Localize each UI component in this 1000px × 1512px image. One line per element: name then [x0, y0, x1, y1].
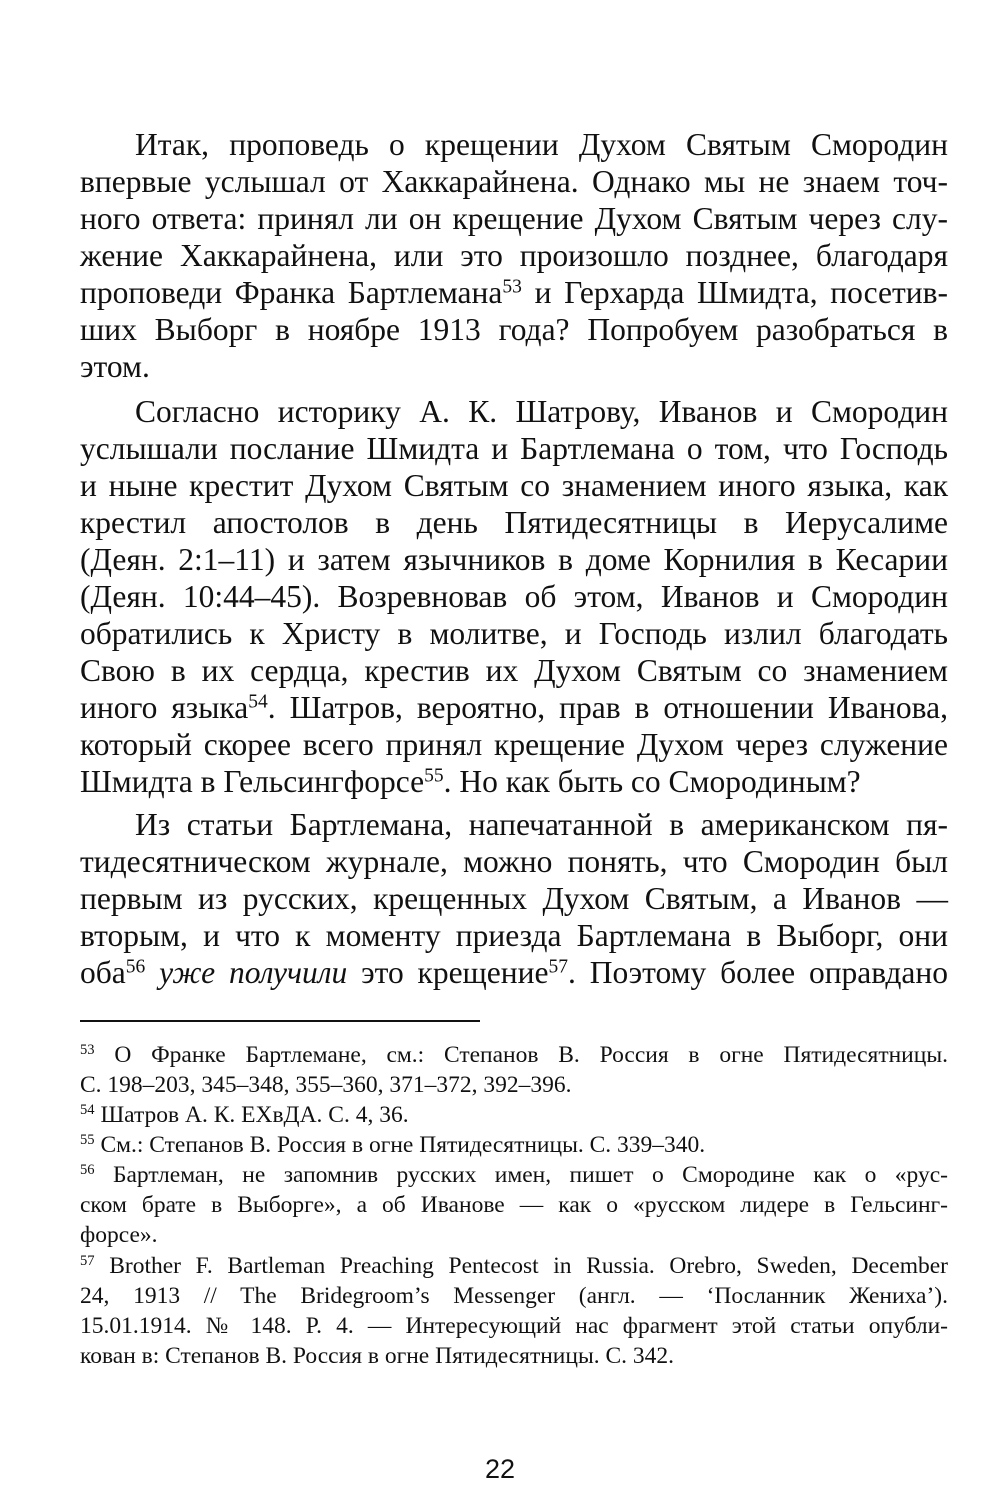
paragraph-2-line-5: (Деян. 2:1–11) и затем язычников в доме Корнилия в Кесарии: [80, 542, 948, 577]
footnote-56-line-2: ском брате в Выборге», а об Иванове — как о «русском лидере в Гельсинг-: [80, 1192, 948, 1218]
paragraph-3-line-1: Из статьи Бартлемана, напечатанной в американском пя-: [135, 807, 948, 842]
footnote-number: 57: [80, 1253, 95, 1269]
paragraph-2-line-1: Согласно историку А. К. Шатрову, Иванов и Смородин: [135, 394, 948, 429]
footnote-number: 53: [80, 1042, 95, 1058]
footnote-56-line-3: форсе».: [80, 1222, 158, 1248]
paragraph-2-line-8: Свою в их сердца, крестив их Духом Святым со знамением: [80, 653, 948, 688]
paragraph-2-line-10: который скорее всего принял крещение Духом через служение: [80, 727, 948, 762]
paragraph-2-line-3: и ныне крестит Духом Святым со знамением иного языка, как: [80, 468, 948, 503]
footnote-56-line-1: [80, 1160, 948, 1190]
paragraph-1-line-6: ших Выборг в ноябре 1913 года? Попробуем разобраться в: [80, 312, 948, 347]
footnote-57-line-4: кован в: Степанов В. Россия в огне Пятидесятницы. С. 342.: [80, 1343, 675, 1369]
footnote-number: 55: [80, 1132, 95, 1148]
text-run: . Шатров, вероятно, прав в отношении Иванова,: [267, 690, 948, 725]
footnote-separator: [80, 1020, 480, 1022]
text-run: . Поэтому более оправдано: [568, 955, 948, 990]
paragraph-3-line-5: [80, 954, 948, 992]
text-run: оба: [80, 955, 126, 990]
text-run: См.: Степанов В. Россия в огне Пятидесятницы. С. 339–340.: [94, 1132, 706, 1158]
paragraph-3-line-4: вторым, и что к моменту приезда Бартлемана в Выборг, они: [80, 918, 948, 953]
footnote-ref-57: 57: [548, 956, 568, 978]
footnote-number: 56: [80, 1162, 95, 1178]
footnote-54: [80, 1100, 948, 1130]
footnote-57-line-1: [80, 1251, 948, 1281]
text-run: Шатров А. К. ЕХвДА. С. 4, 36.: [94, 1102, 409, 1128]
text-run: Brother F. Bartleman Preaching Pentecost in Russia. Orebro, Sweden, December: [94, 1253, 948, 1279]
text-run: О Франке Бартлемане, см.: Степанов В. Россия в огне Пятидесятницы.: [94, 1042, 948, 1068]
paragraph-1-line-7: этом.: [80, 349, 150, 384]
paragraph-2-line-9: [80, 689, 948, 727]
paragraph-2-line-11: [80, 763, 948, 801]
text-run: Бартлеман, не запомнив русских имен, пишет о Смородине как о «рус-: [94, 1162, 948, 1188]
paragraph-3-line-3: первым из русских, крещенных Духом Святым, а Иванов —: [80, 881, 948, 916]
paragraph-3-line-2: тидесятническом журнале, можно понять, что Смородин был: [80, 844, 948, 879]
paragraph-1-line-3: ного ответа: принял ли он крещение Духом Святым через слу-: [80, 201, 948, 236]
paragraph-1-line-5: [80, 274, 948, 312]
paragraph-2-line-4: крестил апостолов в день Пятидесятницы в Иерусалиме: [80, 505, 948, 540]
italic-text-run: уже получили: [145, 955, 348, 990]
paragraph-2-line-2: услышали послание Шмидта и Бартлемана о том, что Господь: [80, 431, 948, 466]
footnote-number: 54: [80, 1102, 95, 1118]
paragraph-1-line-1: Итак, проповедь о крещении Духом Святым Смородин: [135, 127, 948, 162]
footnote-ref-55: 55: [424, 765, 444, 787]
footnote-57-line-2: 24, 1913 // The Bridegroom’s Messenger (англ. — ‘Посланник Жениха’).: [80, 1283, 948, 1309]
text-run: . Но как быть со Смородиным?: [443, 764, 861, 799]
text-run: это крещение: [347, 955, 549, 990]
paragraph-2-line-6: (Деян. 10:44–45). Возревновав об этом, Иванов и Смородин: [80, 579, 948, 614]
footnote-57-line-3: 15.01.1914. № 148. P. 4. — Интересующий нас фрагмент этой статьи опубли-: [80, 1313, 948, 1339]
page-number: 22: [484, 1454, 516, 1484]
paragraph-1-line-4: жение Хаккарайнена, или это произошло позднее, благодаря: [80, 238, 948, 273]
footnote-53-line-2: С. 198–203, 345–348, 355–360, 371–372, 392–396.: [80, 1072, 572, 1098]
footnote-53-line-1: [80, 1040, 948, 1070]
footnote-ref-54: 54: [248, 691, 268, 713]
text-run: проповеди Франка Бартлемана: [80, 275, 503, 310]
text-run: Шмидта в Гельсингфорсе: [80, 764, 425, 799]
paragraph-2-line-7: обратились к Христу в молитве, и Господь излил благодать: [80, 616, 948, 651]
footnote-ref-53: 53: [502, 276, 522, 298]
footnote-ref-56: 56: [125, 956, 146, 978]
footnote-55: [80, 1130, 948, 1160]
text-run: иного языка: [80, 690, 249, 725]
text-run: и Герхарда Шмидта, посетив-: [521, 275, 948, 310]
paragraph-1-line-2: впервые услышал от Хаккарайнена. Однако мы не знаем точ-: [80, 164, 948, 199]
